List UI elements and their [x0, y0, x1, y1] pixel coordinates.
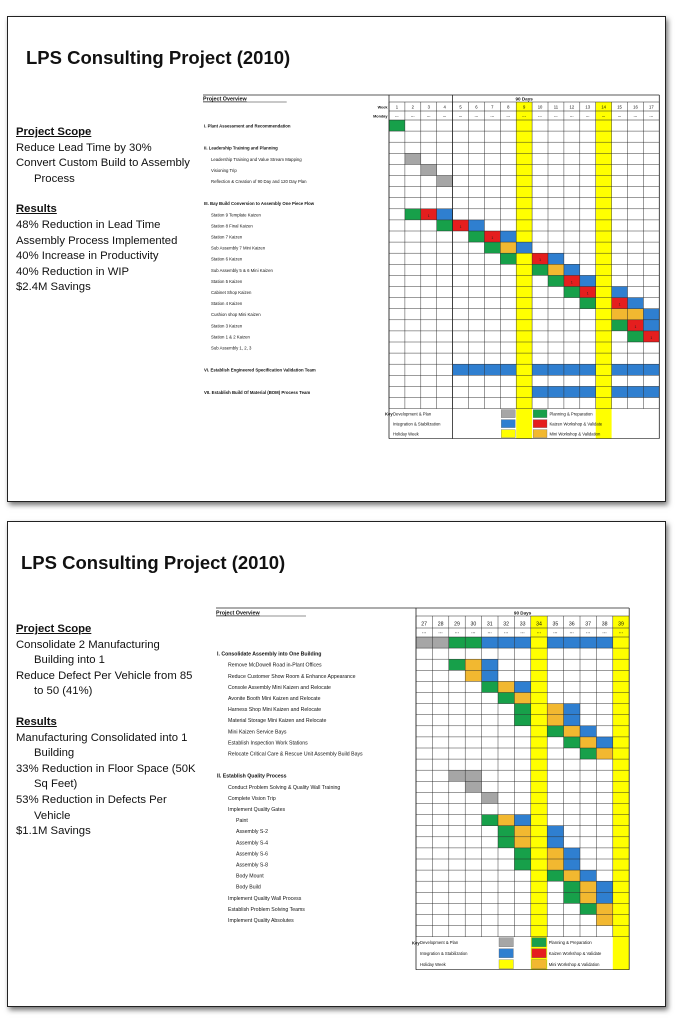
legend-label: Planning & Preparation [549, 411, 593, 417]
week-number: 9 [522, 104, 526, 110]
task-cell [580, 298, 596, 309]
task-cell [437, 220, 453, 231]
task-cell [514, 704, 530, 715]
task-cell [449, 659, 465, 670]
week-number: 10 [537, 104, 543, 110]
task-label: Implement Quality Wall Process [228, 895, 302, 902]
task-label: Leadership Training and Value Stream Mapping [211, 156, 302, 162]
task-cell [532, 386, 548, 397]
slide-2 [7, 521, 666, 1007]
monday-mark: ··· [586, 630, 591, 636]
cell-marker: 1 [570, 280, 573, 285]
task-cell [580, 892, 596, 903]
legend-swatch [533, 430, 547, 438]
legend-label: Integration & Stabilization [393, 421, 441, 427]
task-cell [580, 870, 596, 881]
period-label: 90 Days [513, 610, 532, 616]
task-cell [514, 715, 530, 726]
task-cell [547, 826, 563, 837]
task-cell [564, 264, 580, 275]
task-label: Establish Problem Solving Teams [228, 906, 305, 913]
week-number: 33 [519, 621, 526, 628]
task-label: Conduct Problem Solving & Quality Wall Training [228, 784, 341, 791]
task-cell [514, 826, 530, 837]
task-label: VII. Establish Build Of Material (BOM) Process Team [204, 389, 311, 395]
task-cell [405, 209, 421, 220]
task-cell [498, 826, 514, 837]
task-cell [514, 637, 530, 648]
task-label: III. Bay Build Conversion to Assembly One Piece Flow [204, 201, 315, 207]
task-cell [500, 242, 516, 253]
task-label: Avonite Booth Mini Kaizen and Relocate [228, 696, 321, 703]
scope-line: Reduce Lead Time by 30% [16, 141, 152, 154]
gantt-chart [8, 522, 665, 1006]
task-cell [564, 881, 580, 892]
cell-marker: 1 [459, 224, 462, 229]
task-cell [547, 726, 563, 737]
week-number: 27 [421, 621, 428, 628]
legend-label: Mini Workshop & Validation [549, 431, 601, 437]
legend-swatch [501, 410, 515, 418]
task-cell [547, 704, 563, 715]
week-number: 2 [411, 104, 415, 110]
legend-label: Kaizen Workshop & Validate [549, 421, 603, 427]
cell-marker: 1 [634, 324, 637, 329]
task-cell [564, 859, 580, 870]
task-label: Body Build [236, 884, 261, 891]
task-label: Sub Assembly 7 Mini Kaizen [211, 245, 266, 251]
scope-line: Process [34, 172, 75, 185]
task-cell [548, 386, 564, 397]
task-cell [596, 892, 612, 903]
legend-label: Holiday Week [393, 431, 419, 437]
legend-swatch [501, 430, 515, 438]
task-label: Cushion shop Mini Kaizen [211, 312, 261, 318]
task-cell [469, 231, 485, 242]
week-number: 4 [443, 104, 446, 110]
task-cell [449, 770, 465, 781]
task-cell [547, 637, 563, 648]
monday-mark: ··· [442, 114, 447, 119]
monday-mark: ··· [471, 630, 476, 636]
task-cell [465, 770, 481, 781]
task-cell [628, 298, 644, 309]
slide-1 [7, 16, 666, 502]
week-number: 35 [552, 621, 559, 628]
monday-mark: ··· [422, 630, 427, 636]
task-cell [612, 309, 628, 320]
legend-label: Integration & Stabilization [420, 951, 468, 957]
legend-label: Development & Plan [420, 940, 459, 946]
week-number: 38 [601, 621, 608, 628]
task-label: Console Assembly Mini Kaizen and Relocate [228, 684, 331, 691]
task-cell [498, 681, 514, 692]
task-label: Harness Shop Mini Kaizen and Relocate [228, 707, 322, 714]
task-cell [389, 120, 405, 131]
result-line: 48% Reduction in Lead Time [16, 218, 161, 231]
task-cell [596, 881, 612, 892]
task-cell [465, 659, 481, 670]
week-number: 28 [437, 621, 444, 628]
week-number: 17 [649, 104, 654, 110]
overview-label: Project Overview [203, 96, 247, 103]
task-cell [596, 903, 612, 914]
task-cell [643, 386, 659, 397]
week-number: 32 [503, 621, 510, 628]
task-cell [498, 837, 514, 848]
week-number: 12 [569, 104, 575, 110]
task-cell [498, 637, 514, 648]
week-number: 34 [536, 621, 542, 628]
legend-swatch [499, 960, 513, 969]
task-label: Paint [236, 818, 248, 825]
task-cell [498, 693, 514, 704]
task-cell [612, 287, 628, 298]
scope-heading: Project Scope [16, 126, 92, 138]
task-cell [564, 870, 580, 881]
task-cell [514, 848, 530, 859]
task-cell [516, 242, 532, 253]
monday-mark: ··· [633, 114, 638, 119]
result-line: 40% Reduction in WIP [16, 265, 130, 278]
monday-mark: ··· [426, 114, 431, 119]
task-label: Reduce Customer Show Room & Enhance Appearance [228, 673, 356, 680]
period-label: 90 Days [515, 96, 533, 102]
task-label: Station 8 Final Kaizen [211, 223, 253, 229]
scope-heading: Project Scope [16, 623, 92, 635]
task-cell [580, 737, 596, 748]
monday-mark: ··· [536, 630, 542, 636]
task-label: Station 4 Kaizen [211, 301, 243, 307]
task-label: Mini Kaizen Service Bays [228, 729, 287, 736]
task-label: Sub Assembly 1, 2, 3 [211, 345, 252, 351]
task-label: Station 7 Kaizen [211, 234, 243, 240]
legend-swatch [499, 949, 513, 958]
result-line: $2.4M Savings [16, 281, 91, 294]
task-cell [564, 704, 580, 715]
legend-swatch [501, 420, 515, 428]
task-label: Relocate Critical Care & Rescue Unit Assembly Build Bays [228, 751, 363, 758]
task-cell [548, 253, 564, 264]
task-label: Station 5 Kaizen [211, 278, 243, 284]
task-cell [482, 637, 498, 648]
cell-marker: 1 [427, 213, 430, 218]
task-label: Establish Inspection Work Stations [228, 740, 308, 747]
task-label: II. Leadership Training and Planning [204, 145, 278, 151]
scope-line: Reduce Defect Per Vehicle from 85 [16, 669, 193, 682]
task-cell [596, 737, 612, 748]
week-number: 37 [585, 621, 592, 628]
week-number: 14 [601, 104, 606, 110]
monday-mark: ··· [601, 114, 606, 119]
task-label: Station 3 Kaizen [211, 323, 243, 329]
task-label: Complete Vision Trip [228, 795, 276, 802]
task-cell [482, 792, 498, 803]
cell-marker: 1 [586, 291, 589, 296]
task-label: Material Storage Mini Kaizen and Relocate [228, 718, 327, 725]
legend-label: Development & Plan [393, 411, 432, 417]
slide-title: LPS Consulting Project (2010) [26, 47, 291, 68]
monday-mark: ··· [570, 114, 574, 119]
task-cell [465, 637, 481, 648]
result-line: Vehicle [34, 809, 71, 822]
cell-marker: 1 [491, 235, 494, 240]
task-label: Cabinet Shop Kaizen [211, 290, 252, 296]
task-cell [465, 781, 481, 792]
task-cell [547, 870, 563, 881]
task-cell [421, 164, 437, 175]
task-label: Station 6 Kaizen [211, 256, 243, 262]
task-cell [449, 637, 465, 648]
week-number: 16 [633, 104, 638, 110]
cell-marker: 1 [650, 335, 653, 340]
task-cell [564, 637, 580, 648]
task-cell [564, 715, 580, 726]
result-line: Assembly Process Implemented [16, 234, 178, 247]
scope-line: Building into 1 [34, 654, 105, 667]
week-number: 6 [475, 104, 478, 110]
monday-mark: ··· [618, 630, 624, 636]
holiday-column [516, 102, 532, 439]
task-cell [482, 659, 498, 670]
task-cell [500, 231, 516, 242]
task-cell [453, 364, 469, 375]
task-cell [532, 264, 548, 275]
task-label: Reflection & Creation of 90 Day and 120 Day Plan [211, 179, 307, 185]
legend-key-label: Key [385, 411, 393, 417]
monday-mark: ··· [506, 114, 511, 119]
results-heading: Results [16, 715, 57, 728]
gantt-chart [8, 17, 665, 501]
scope-line: Convert Custom Build to Assembly [16, 157, 190, 170]
task-cell [547, 715, 563, 726]
task-cell [514, 859, 530, 870]
task-label: II. Establish Quality Process [217, 773, 287, 780]
week-number: 29 [454, 621, 460, 628]
legend-key-label: Key [412, 940, 420, 946]
task-cell [612, 320, 628, 331]
monday-mark: ··· [487, 630, 492, 636]
task-cell [580, 881, 596, 892]
task-cell [580, 726, 596, 737]
monday-mark: ··· [504, 630, 509, 636]
task-cell [482, 815, 498, 826]
week-number: 8 [507, 104, 510, 110]
monday-mark: ··· [411, 114, 415, 119]
task-cell [564, 737, 580, 748]
task-label: Implement Quality Gates [228, 807, 286, 814]
monday-mark: ··· [490, 114, 495, 119]
task-label: Assembly S-6 [236, 851, 268, 858]
task-cell [596, 637, 612, 648]
week-number: 1 [395, 104, 399, 110]
slide-title: LPS Consulting Project (2010) [21, 552, 286, 573]
monday-mark: ··· [395, 114, 399, 119]
results-heading: Results [16, 203, 57, 216]
task-cell [564, 892, 580, 903]
week-number: 5 [459, 104, 462, 110]
task-label: Assembly S-8 [236, 862, 268, 869]
task-cell [564, 726, 580, 737]
task-cell [564, 386, 580, 397]
task-cell [484, 242, 500, 253]
task-cell [564, 364, 580, 375]
task-cell [514, 815, 530, 826]
task-cell [564, 848, 580, 859]
legend-swatch [499, 938, 513, 947]
task-cell [548, 264, 564, 275]
result-line: 40% Increase in Productivity [16, 250, 159, 263]
monday-mark: ··· [522, 114, 526, 119]
task-cell [514, 837, 530, 848]
week-number: 36 [568, 621, 575, 628]
task-cell [482, 670, 498, 681]
monday-mark: ··· [454, 630, 460, 636]
task-label: Sub Assembly 5 & 6 Mini Kaizen [211, 267, 273, 273]
task-cell [482, 681, 498, 692]
task-label: Assembly S-2 [236, 829, 268, 836]
legend-swatch [532, 960, 546, 969]
task-cell [612, 364, 628, 375]
week-number: 31 [486, 621, 493, 628]
task-cell [514, 681, 530, 692]
cell-marker: 1 [539, 258, 541, 263]
task-label: Station 1 & 2 Kaizen [211, 334, 250, 340]
result-line: Manufacturing Consolidated into 1 [16, 731, 188, 744]
task-cell [628, 309, 644, 320]
scope-line: Consolidate 2 Manufacturing [16, 638, 160, 651]
task-cell [437, 176, 453, 187]
task-cell [548, 364, 564, 375]
task-cell [498, 815, 514, 826]
legend-label: Kaizen Workshop & Validate [548, 951, 602, 957]
monday-mark: ··· [569, 630, 574, 636]
result-line: 33% Reduction in Floor Space (50K [16, 762, 196, 775]
task-cell [643, 320, 659, 331]
task-cell [532, 364, 548, 375]
task-cell [628, 364, 644, 375]
task-cell [547, 837, 563, 848]
monday-mark: ··· [585, 114, 590, 119]
task-cell [416, 637, 432, 648]
result-line: $1.1M Savings [16, 825, 91, 838]
scope-line: to 50 (41%) [34, 685, 93, 698]
week-number: 7 [491, 104, 494, 110]
task-cell [405, 153, 421, 164]
task-cell [596, 748, 612, 759]
monday-mark: ··· [649, 114, 654, 119]
result-line: Building [34, 747, 75, 760]
week-number: 13 [585, 104, 591, 110]
task-label: Implement Quality Absolutes [228, 918, 294, 925]
monday-mark: ··· [553, 630, 558, 636]
task-cell [484, 364, 500, 375]
legend-swatch [533, 410, 547, 418]
legend-label: Holiday Week [420, 962, 446, 968]
task-label: Visioning Trip [211, 167, 237, 173]
task-label: Station 9 Template Kaizen [211, 212, 261, 218]
holiday-column [596, 102, 612, 439]
task-cell [580, 386, 596, 397]
overview-label: Project Overview [216, 610, 260, 617]
task-cell [580, 637, 596, 648]
task-cell [580, 748, 596, 759]
monday-mark: ··· [602, 630, 607, 636]
holiday-column [531, 616, 547, 970]
task-cell [469, 364, 485, 375]
task-cell [469, 220, 485, 231]
week-number: 11 [553, 104, 559, 110]
result-line: Sq Feet) [34, 778, 78, 791]
monday-mark: ··· [554, 114, 558, 119]
task-cell [514, 693, 530, 704]
monday-mark: ··· [520, 630, 525, 636]
week-number: 30 [470, 621, 477, 628]
task-cell [547, 859, 563, 870]
cell-marker: 1 [618, 302, 621, 307]
task-label: I. Consolidate Assembly into One Building [217, 651, 322, 658]
task-cell [432, 637, 448, 648]
task-label: VI. Establish Engineered Specification Validation Team [204, 367, 316, 373]
result-line: 53% Reduction in Defects Per [16, 793, 167, 806]
week-label: Week [377, 105, 388, 110]
task-label: Body Mount [236, 873, 264, 880]
task-cell [465, 670, 481, 681]
legend-swatch [533, 420, 547, 428]
week-number: 39 [618, 621, 624, 628]
task-cell [547, 848, 563, 859]
task-cell [437, 209, 453, 220]
monday-mark: ··· [617, 114, 622, 119]
task-cell [500, 253, 516, 264]
task-cell [612, 386, 628, 397]
task-cell [580, 364, 596, 375]
task-cell [580, 903, 596, 914]
task-cell [643, 309, 659, 320]
task-cell [580, 275, 596, 286]
monday-mark: ··· [474, 114, 479, 119]
monday-mark: ··· [438, 630, 443, 636]
legend-swatch [532, 938, 546, 947]
task-cell [596, 915, 612, 926]
holiday-column [613, 616, 629, 970]
task-label: Remove McDowell Road in-Plant Offices [228, 662, 322, 669]
task-cell [548, 275, 564, 286]
week-number: 15 [617, 104, 622, 110]
legend-label: Mini Workshop & Validation [548, 962, 600, 968]
task-cell [628, 331, 644, 342]
task-cell [643, 364, 659, 375]
week-number: 3 [427, 104, 430, 110]
task-cell [564, 287, 580, 298]
monday-mark: ··· [538, 114, 542, 119]
monday-mark: ··· [458, 114, 463, 119]
task-cell [500, 364, 516, 375]
legend-swatch [532, 949, 546, 958]
task-label: I. Plant Assessment and Recommendation [204, 123, 291, 129]
monday-label: Monday [373, 114, 388, 119]
task-cell [628, 386, 644, 397]
task-label: Assembly S-4 [236, 840, 268, 847]
legend-label: Planning & Preparation [548, 940, 592, 946]
